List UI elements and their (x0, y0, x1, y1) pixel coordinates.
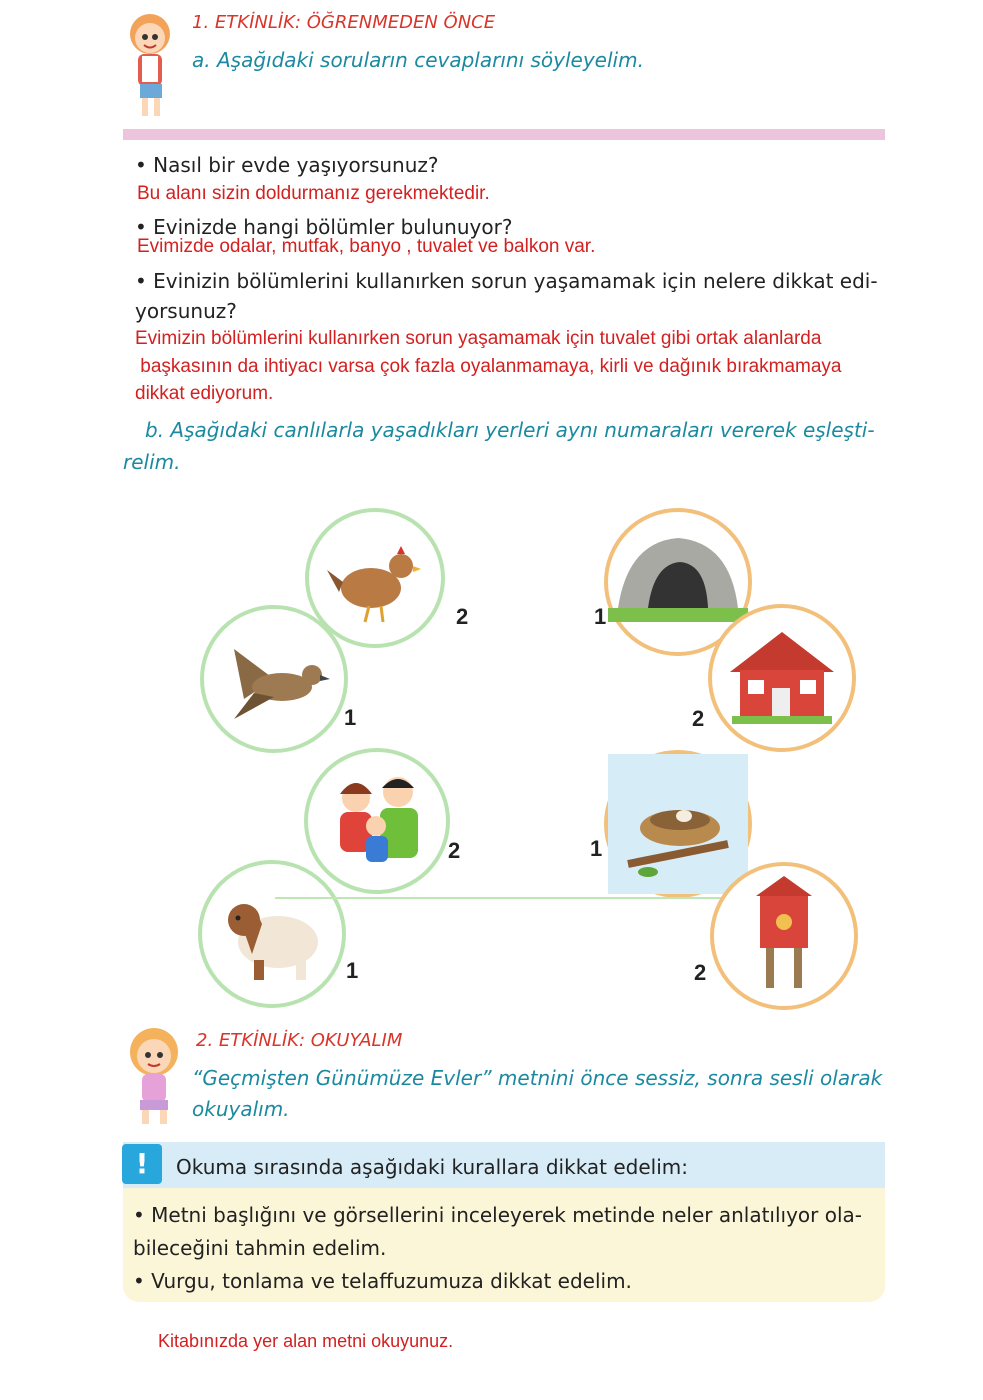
house-number: 2 (692, 706, 705, 731)
answer-1: Bu alanı sizin doldurmanız gerekmektedir. (137, 183, 490, 204)
answer-3-line-2: başkasının da ihtiyacı varsa çok fazla oyalanmamaya, kirli ve dağınık bırakmamaya (135, 356, 842, 377)
answer-3-line-3: dikkat ediyorum. (135, 383, 274, 404)
activity-2-title: 2. ETKİNLİK: OKUYALIM (196, 1030, 403, 1051)
activity-1-part-b-line-2: relim. (123, 450, 181, 474)
family-number: 2 (448, 838, 461, 863)
bear-icon (202, 864, 342, 1004)
girl-mascot-2 (122, 1022, 188, 1128)
section-divider (123, 129, 885, 140)
bear-circle (198, 860, 346, 1008)
bird-number: 1 (344, 705, 357, 730)
coop-circle (710, 862, 858, 1010)
hen-number: 2 (456, 604, 469, 629)
activity-1-part-b-line-1: b. Aşağıdaki canlılarla yaşadıkları yerleri aynı numaraları vererek eşleşti- (145, 418, 875, 442)
bird-icon (204, 609, 344, 749)
answer-3-line-1: Evimizin bölümlerini kullanırken sorun yaşamamak için tuvalet gibi ortak alanlarda (135, 328, 822, 349)
rule-2: • Vurgu, tonlama ve telaffuzumuza dikkat edelim. (133, 1269, 632, 1293)
activity-2-instruction-line-1: “Geçmişten Günümüze Evler” metnini önce sessiz, sonra sesli olarak (192, 1066, 883, 1090)
bear-number: 1 (346, 958, 359, 983)
rule-1-line-1: • Metni başlığını ve görsellerini inceleyerek metinde neler anlatılıyor ola- (133, 1203, 863, 1227)
bird-circle (200, 605, 348, 753)
answer-2: Evimizde odalar, mutfak, banyo , tuvalet ve balkon var. (137, 236, 596, 257)
question-3-line-1: • Evinizin bölümlerini kullanırken sorun yaşamamak için nelere dikkat edi- (135, 269, 878, 293)
house-icon (712, 608, 852, 748)
reading-rules-heading: Okuma sırasında aşağıdaki kurallara dikkat edelim: (176, 1155, 689, 1179)
activity-1-title: 1. ETKİNLİK: ÖĞRENMEDEN ÖNCE (192, 12, 496, 33)
activity-2-instruction-line-2: okuyalım. (192, 1097, 290, 1121)
house-circle (708, 604, 856, 752)
activity-1-part-a: a. Aşağıdaki soruların cevaplarını söyleyelim. (192, 48, 644, 72)
girl-mascot-1 (120, 8, 182, 120)
coop-icon (714, 866, 854, 1006)
question-1: • Nasıl bir evde yaşıyorsunuz? (135, 153, 439, 177)
nest-number: 1 (590, 836, 603, 861)
coop-number: 2 (694, 960, 707, 985)
question-3-line-2: yorsunuz? (135, 299, 237, 323)
exclamation-icon: ! (122, 1144, 162, 1184)
question-2: • Evinizde hangi bölümler bulunuyor? (135, 215, 513, 239)
rule-1-line-2: bileceğini tahmin edelim. (133, 1236, 387, 1260)
cave-number: 1 (594, 604, 607, 629)
activity-2-answer: Kitabınızda yer alan metni okuyunuz. (158, 1331, 454, 1351)
